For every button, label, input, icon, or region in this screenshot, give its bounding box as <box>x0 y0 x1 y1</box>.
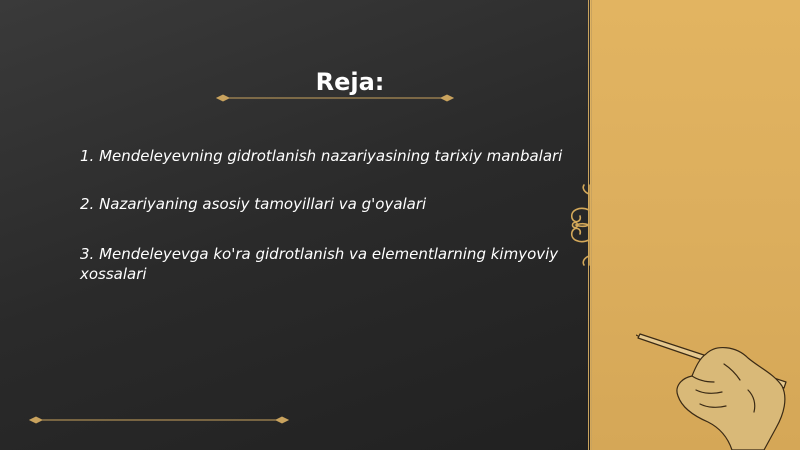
plan-item-2: 2. Nazariyaning asosiy tamoyillari va g'oyalari <box>80 195 427 213</box>
decorative-rule-icon <box>28 414 290 426</box>
plan-item-3: 3. Mendeleyevga ko'ra gidrotlanish va elementlarning kimyoviy xossalari <box>80 245 559 283</box>
plan-item-1: 1. Mendeleyevning gidrotlanish nazariyasining tarixiy manbalari <box>80 147 563 165</box>
slide-title: Reja: <box>315 68 385 96</box>
hand-writing-pen-icon <box>636 324 800 450</box>
decorative-rule-icon <box>215 92 455 104</box>
